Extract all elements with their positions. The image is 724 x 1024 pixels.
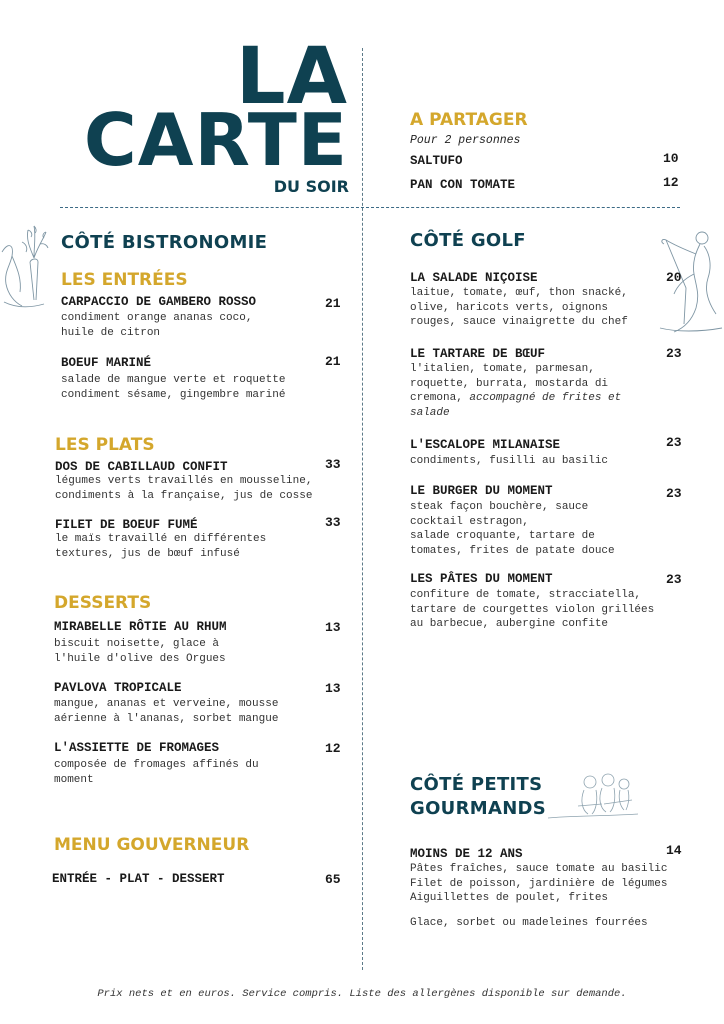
menu-item-price: 33 — [325, 515, 341, 530]
menu-item-desc: l'italien, tomate, parmesan, roquette, burrata, mostarda di cremona, accompagné de frites et salade — [410, 363, 622, 419]
menu-item-desc: composée de fromages affinés du moment — [54, 759, 259, 786]
menu-item-price: 21 — [325, 354, 341, 369]
desserts-heading: DESSERTS — [54, 593, 152, 613]
menu-item-name: CARPACCIO DE GAMBERO ROSSO — [61, 295, 257, 309]
menu-item-desc: condiments, fusilli au basilic — [410, 455, 609, 467]
partager-item-name: SALTUFO — [410, 154, 463, 168]
menu-item-price: 33 — [325, 457, 341, 472]
menu-item-name: PAVLOVA TROPICALE — [54, 681, 182, 695]
horizontal-divider — [60, 207, 680, 208]
menu-item-name: DOS DE CABILLAUD CONFIT — [55, 460, 228, 474]
menu-item-name: LA SALADE NIÇOISE — [410, 271, 538, 285]
partager-item-price: 10 — [663, 151, 679, 166]
petits-item-price: 14 — [666, 843, 682, 858]
petits-item-desc: Pâtes fraîches, sauce tomate au basilic Filet de poisson, jardinière de légumes Aiguillettes de poulet, frites — [410, 863, 668, 904]
petits-heading-line2: GOURMANDS — [410, 798, 547, 819]
bistronomie-heading: CÔTÉ BISTRONOMIE — [61, 232, 268, 253]
partager-item-name: PAN CON TOMATE — [410, 178, 516, 192]
menu-item-price: 20 — [666, 270, 682, 285]
partager-item-price: 12 — [663, 175, 679, 190]
vertical-divider — [362, 48, 363, 970]
menu-item-desc: légumes verts travaillés en mousseline, condiments à la française, jus de cosse — [55, 475, 313, 502]
menu-item-desc: le maïs travaillé en différentes textures, jus de bœuf infusé — [55, 533, 267, 560]
menu-item-price: 23 — [666, 435, 682, 450]
menu-item-price: 13 — [325, 681, 341, 696]
menu-item-price: 13 — [325, 620, 341, 635]
children-sketch-icon — [548, 770, 638, 822]
menu-item-desc: condiment orange ananas coco, huile de citron — [61, 312, 253, 339]
petits-item-name: MOINS DE 12 ANS — [410, 847, 523, 861]
gouverneur-heading: MENU GOUVERNEUR — [54, 835, 250, 855]
menu-item-name: LE BURGER DU MOMENT — [410, 484, 553, 498]
menu-item-name: BOEUF MARINÉ — [61, 356, 152, 370]
golf-heading: CÔTÉ GOLF — [410, 230, 526, 251]
chef-vegetables-sketch-icon — [0, 222, 56, 312]
petits-item-extra: Glace, sorbet ou madeleines fourrées — [410, 917, 648, 929]
menu-item-desc: confiture de tomate, stracciatella, tartare de courgettes violon grillées au barbecue, aubergine confite — [410, 589, 655, 630]
menu-item-name: L'ASSIETTE DE FROMAGES — [54, 741, 220, 755]
gouverneur-price: 65 — [325, 872, 341, 887]
footer-note: Prix nets et en euros. Service compris. Liste des allergènes disponible sur demande. — [97, 988, 627, 1000]
menu-item-desc: laitue, tomate, œuf, thon snacké, olive, haricots verts, oignons rouges, sauce vinaigrette du chef — [410, 287, 628, 328]
menu-item-desc: mangue, ananas et verveine, mousse aérienne à l'ananas, sorbet mangue — [54, 698, 279, 725]
menu-item-name: LES PÂTES DU MOMENT — [410, 572, 553, 586]
title-line-la: LA — [235, 32, 348, 122]
menu-item-price: 12 — [325, 741, 341, 756]
menu-item-price: 21 — [325, 296, 341, 311]
menu-item-desc: salade de mangue verte et roquette condiment sésame, gingembre mariné — [61, 374, 286, 401]
menu-item-desc: steak façon bouchère, sauce cocktail estragon, salade croquante, tartare de tomates, frites de patate douce — [410, 501, 615, 557]
menu-item-desc: biscuit noisette, glace à l'huile d'olive des Orgues — [54, 638, 226, 665]
partager-heading: A PARTAGER — [410, 110, 528, 130]
menu-item-name: FILET DE BOEUF FUMÉ — [55, 518, 198, 532]
plats-heading: LES PLATS — [55, 435, 155, 455]
gouverneur-text: ENTRÉE - PLAT - DESSERT — [52, 872, 225, 886]
partager-note: Pour 2 personnes — [410, 134, 521, 147]
menu-item-price: 23 — [666, 572, 682, 587]
menu-item-price: 23 — [666, 486, 682, 501]
entrees-heading: LES ENTRÉES — [61, 270, 188, 290]
menu-item-name: MIRABELLE RÔTIE AU RHUM — [54, 620, 227, 634]
menu-item-name: L'ESCALOPE MILANAISE — [410, 438, 561, 452]
title-subtitle: DU SOIR — [273, 177, 349, 196]
menu-item-name: LE TARTARE DE BŒUF — [410, 347, 546, 361]
title-line-carte: CARTE — [83, 98, 348, 182]
petits-heading-line1: CÔTÉ PETITS — [410, 774, 543, 795]
menu-item-price: 23 — [666, 346, 682, 361]
